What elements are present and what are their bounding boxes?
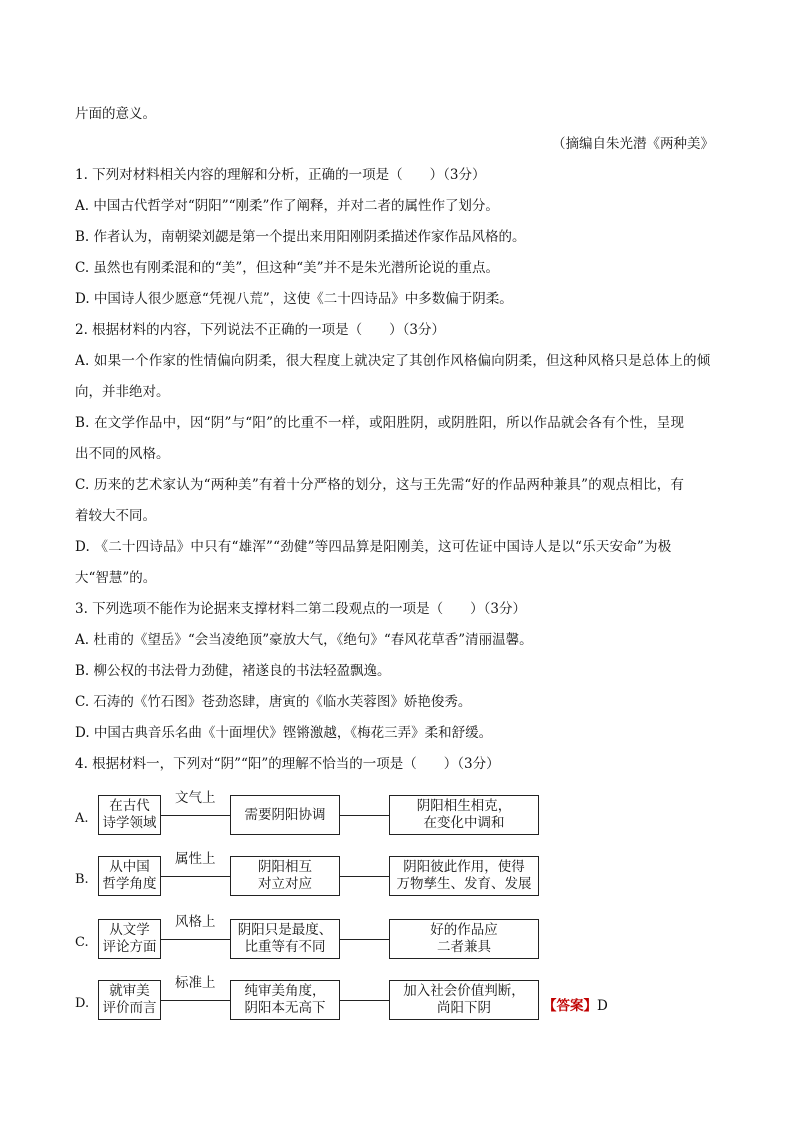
concept-box: 阴阳只是最度、 比重等有不同 [230,919,340,959]
q2-option-c-line2: 着较大不同。 [75,508,156,524]
domain-box: 从文学 评论方面 [98,919,161,959]
q2-option-b-line1: B. 在文学作品中，因“阴”与“阳”的比重不一样，或阳胜阴，或阴胜阳，所以作品就会各有个性，呈现 [75,415,685,431]
q4-stem: 4. 根据材料一，下列对“阴”“阳”的理解不恰当的一项是（ ）（3分） [75,756,500,772]
intro-line: 片面的意义。 [75,106,156,122]
q2-option-a-line1: A. 如果一个作家的性情偏向阴柔，很大程度上就决定了其创作风格偏向阴柔，但这种风格只是总体上的倾 [75,353,711,369]
q4-option-c-diagram [75,914,635,969]
q2-option-d-line1: D. 《二十四诗品》中只有“雄浑”“劲健”等四品算是阳刚美，这可佐证中国诗人是以“乐天安命”为极 [75,539,672,555]
q2-option-d-line2: 大“智慧”的。 [75,570,157,586]
q2-option-a-line2: 向，并非绝对。 [75,384,170,400]
connector-line [340,876,389,877]
q1-stem: 1. 下列对材料相关内容的理解和分析，正确的一项是（ ）（3分） [75,167,486,183]
q4-option-b-diagram [75,851,635,906]
answer-value: D [597,998,608,1014]
option-letter: A. [75,811,89,826]
concept-box: 阴阳相互 对立对应 [230,856,340,896]
q3-option-c: C. 石涛的《竹石图》苍劲恣肆，唐寅的《临水芙蓉图》娇艳俊秀。 [75,694,472,710]
aspect-label: 标准上 [175,975,216,991]
connector-line [340,939,389,940]
option-letter: C. [75,935,89,950]
q1-option-a: A. 中国古代哲学对“阴阳”“刚柔”作了阐释，并对二者的属性作了划分。 [75,198,499,214]
aspect-label: 风格上 [175,914,216,930]
connector-line [161,876,230,877]
explanation-box: 阴阳相生相克， 在变化中调和 [389,795,539,835]
q2-option-b-line2: 出不同的风格。 [75,446,170,462]
domain-box: 在古代 诗学领域 [98,795,161,835]
explanation-box: 好的作品应 二者兼具 [389,919,539,959]
connector-line [161,815,230,816]
connector-line [340,815,389,816]
q4-option-a-diagram [75,790,635,845]
source-citation: （摘编自朱光潜《两种美》 [552,136,714,152]
q1-option-c: C. 虽然也有刚柔混和的“美”，但这种“美”并不是朱光潜所论说的重点。 [75,260,500,276]
q1-option-d: D. 中国诗人很少愿意“凭视八荒”，这使《二十四诗品》中多数偏于阴柔。 [75,291,513,307]
option-letter: D. [75,996,90,1011]
connector-line [161,1000,230,1001]
connector-line [340,1000,389,1001]
q2-option-c-line1: C. 历来的艺术家认为“两种美”有着十分严格的划分，这与王先需“好的作品两种兼具”的观点相比，有 [75,477,685,493]
q3-stem: 3. 下列选项不能作为论据来支撑材料二第二段观点的一项是（ ）（3分） [75,601,527,617]
answer [543,994,608,1014]
q4-option-d-diagram [75,975,635,1030]
concept-box: 纯审美角度， 阴阳本无高下 [230,980,340,1020]
aspect-label: 文气上 [175,790,216,806]
concept-box: 需要阴阳协调 [230,795,340,835]
domain-box: 就审美 评价而言 [98,980,161,1020]
domain-box: 从中国 哲学角度 [98,856,161,896]
answer-tag: 【答案】 [543,998,597,1014]
q3-option-d: D. 中国古典音乐名曲《十面埋伏》铿锵激越，《梅花三弄》柔和舒缓。 [75,725,493,741]
aspect-label: 属性上 [175,851,216,867]
q3-option-b: B. 柳公权的书法骨力劲健，褚遂良的书法轻盈飘逸。 [75,663,391,679]
connector-line [161,939,230,940]
q2-stem: 2. 根据材料的内容，下列说法不正确的一项是（ ）（3分） [75,322,446,338]
option-letter: B. [75,872,89,887]
q3-option-a: A. 杜甫的《望岳》“会当凌绝顶”豪放大气，《绝句》“春风花草香”清丽温馨。 [75,632,533,648]
explanation-box: 加入社会价值判断， 尚阳下阴 [389,980,539,1020]
explanation-box: 阴阳彼此作用，使得 万物孳生、发育、发展 [389,856,539,896]
q1-option-b: B. 作者认为，南朝梁刘勰是第一个提出来用阳刚阴柔描述作家作品风格的。 [75,229,526,245]
